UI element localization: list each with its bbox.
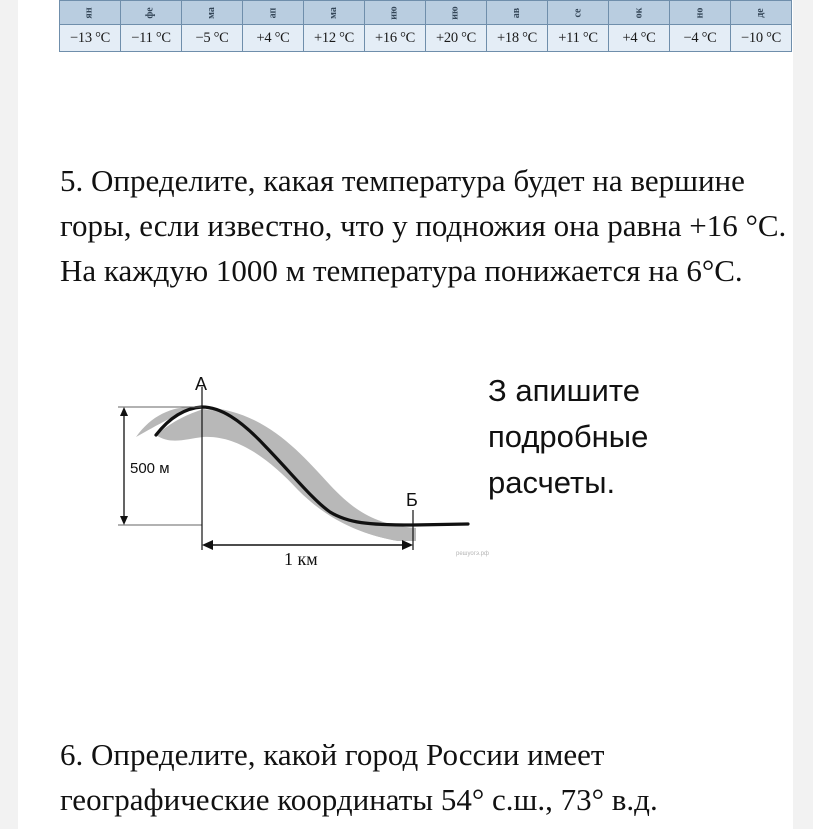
instruction-note xyxy=(488,368,738,506)
mountain-diagram xyxy=(98,365,498,580)
instruction-line: З апишите xyxy=(488,373,640,408)
temperature-cell: +16 °C xyxy=(365,25,426,52)
height-label: 500 м xyxy=(130,460,170,477)
month-cell: фе xyxy=(121,1,182,25)
month-cell: ма xyxy=(182,1,243,25)
temperature-cell: +20 °C xyxy=(426,25,487,52)
temperature-cell: +11 °C xyxy=(548,25,609,52)
month-cell: ию xyxy=(365,1,426,25)
distance-label: 1 км xyxy=(284,549,318,569)
month-cell: ию xyxy=(426,1,487,25)
task-6-text: 6. Определите, какой город России имеет географические координаты 54° с.ш., 73° в.д. xyxy=(60,737,658,817)
temperature-cell: +4 °C xyxy=(609,25,670,52)
month-cell: но xyxy=(670,1,731,25)
temperature-values-row xyxy=(60,25,792,52)
height-arrow-head-bottom xyxy=(120,516,128,525)
month-cell: ав xyxy=(487,1,548,25)
temperature-cell: −10 °C xyxy=(731,25,792,52)
month-cell: ап xyxy=(243,1,304,25)
document-page xyxy=(18,0,793,829)
instruction-line: расчеты. xyxy=(488,465,616,500)
month-cell: ян xyxy=(60,1,121,25)
task-5-text: 5. Определите, какая температура будет на вершине горы, если известно, что у подножия она равна +16 °С. На каждую 1000 м температура понижается на 6°С. xyxy=(60,163,787,288)
temperature-table xyxy=(59,0,792,52)
month-cell: ма xyxy=(304,1,365,25)
month-header-row xyxy=(60,1,792,25)
distance-arrow-head-left xyxy=(202,540,213,550)
temperature-cell: −11 °C xyxy=(121,25,182,52)
month-cell: се xyxy=(548,1,609,25)
temperature-cell: +4 °C xyxy=(243,25,304,52)
temperature-cell: −13 °C xyxy=(60,25,121,52)
temperature-cell: −5 °C xyxy=(182,25,243,52)
temperature-cell: +18 °C xyxy=(487,25,548,52)
temperature-cell: −4 °C xyxy=(670,25,731,52)
instruction-line: подробные xyxy=(488,419,649,454)
height-arrow-head-top xyxy=(120,407,128,416)
watermark: решуогэ.рф xyxy=(456,551,489,557)
point-a-label: А xyxy=(195,374,208,394)
month-cell: де xyxy=(731,1,792,25)
point-b-label: Б xyxy=(406,490,418,510)
distance-arrow-head-right xyxy=(402,540,413,550)
temperature-cell: +12 °C xyxy=(304,25,365,52)
month-cell: ок xyxy=(609,1,670,25)
